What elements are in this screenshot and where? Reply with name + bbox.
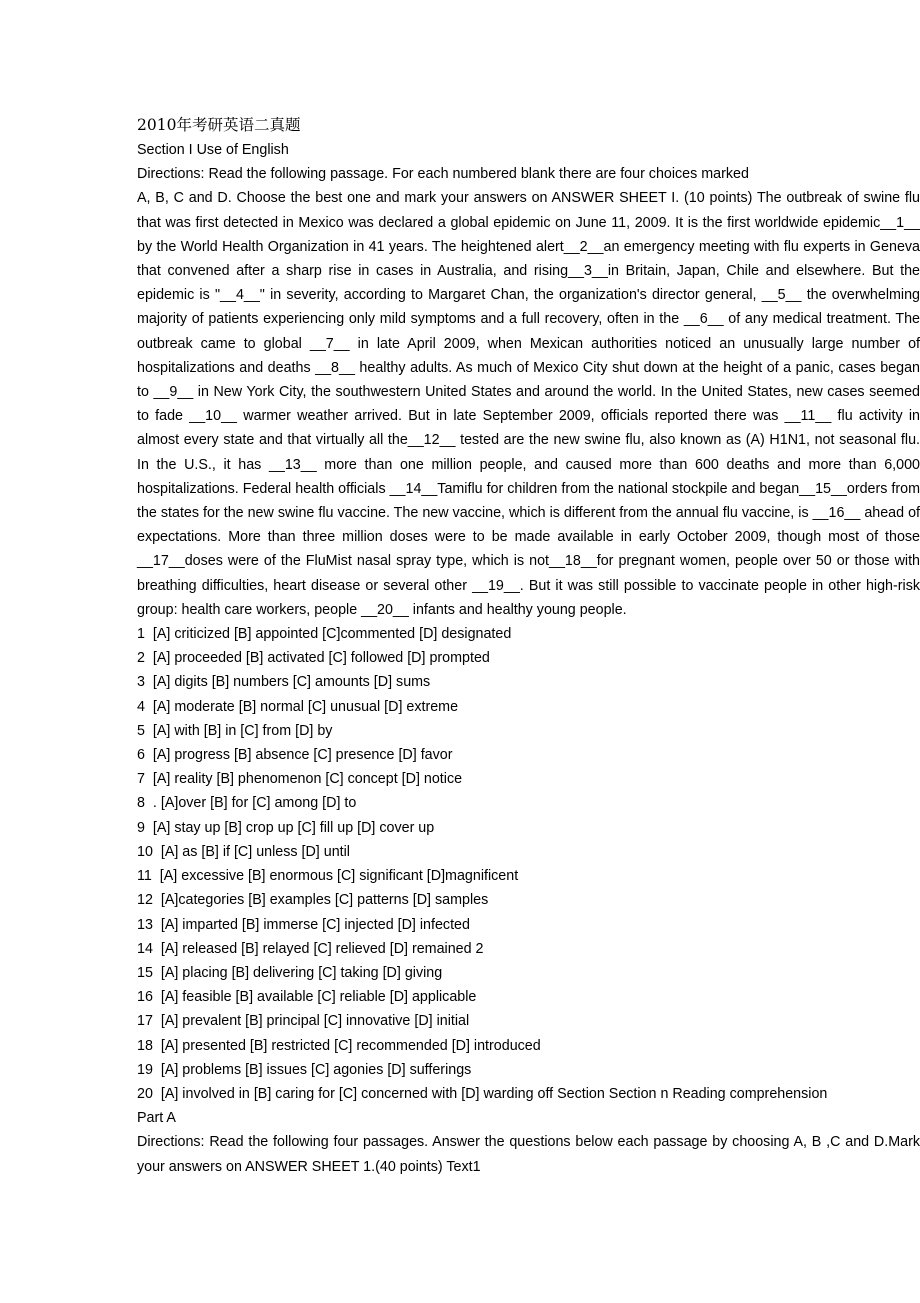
option-choices: [A] placing [B] delivering [C] taking [D] giving bbox=[160, 964, 443, 981]
directions-text: Directions: Read the following passage. For each numbered blank there are four choices marked bbox=[137, 166, 749, 183]
answer-options-list bbox=[137, 622, 920, 1106]
option-number: 16 bbox=[137, 989, 153, 1006]
answer-option-row bbox=[137, 816, 920, 840]
option-number: 3 bbox=[137, 674, 145, 691]
answer-option-row bbox=[137, 791, 920, 815]
option-choices: [A] progress [B] absence [C] presence [D] favor bbox=[152, 747, 453, 764]
option-choices: [A] prevalent [B] principal [C] innovative [D] initial bbox=[160, 1013, 470, 1030]
option-choices: . [A]over [B] for [C] among [D] to bbox=[152, 795, 357, 812]
option-choices: [A] proceeded [B] activated [C] followed [D] prompted bbox=[152, 650, 490, 667]
option-number: 5 bbox=[137, 722, 145, 739]
option-choices: [A] as [B] if [C] unless [D] until bbox=[160, 843, 350, 860]
answer-option-row bbox=[137, 767, 920, 791]
option-choices: [A] presented [B] restricted [C] recommended [D] introduced bbox=[160, 1037, 541, 1054]
option-choices: [A] imparted [B] immerse [C] injected [D] infected bbox=[160, 916, 470, 933]
answer-option-row bbox=[137, 743, 920, 767]
part-directions: Directions: Read the following four passages. Answer the questions below each passage by choosing A, B ,C and D.Mark your answers on ANSWER SHEET 1.(40 points) Text1 bbox=[137, 1134, 920, 1175]
option-choices: [A] moderate [B] normal [C] unusual [D] extreme bbox=[152, 698, 459, 715]
answer-option-row bbox=[137, 840, 920, 864]
answer-option-row bbox=[137, 937, 920, 961]
option-number: 1 bbox=[137, 626, 145, 643]
option-number: 2 bbox=[137, 650, 145, 667]
option-number: 11 bbox=[137, 868, 152, 885]
answer-option-row bbox=[137, 670, 920, 694]
option-choices: [A] reality [B] phenomenon [C] concept [D] notice bbox=[152, 771, 463, 788]
option-choices: [A] feasible [B] available [C] reliable [D] applicable bbox=[160, 989, 477, 1006]
option-choices: [A] with [B] in [C] from [D] by bbox=[152, 722, 333, 739]
option-number: 17 bbox=[137, 1013, 153, 1030]
answer-option-row bbox=[137, 913, 920, 937]
option-number: 8 bbox=[137, 795, 145, 812]
option-choices: [A] digits [B] numbers [C] amounts [D] sums bbox=[152, 674, 431, 691]
option-choices: [A] excessive [B] enormous [C] significant [D]magnificent bbox=[159, 868, 519, 885]
option-choices: [A] released [B] relayed [C] relieved [D] remained 2 bbox=[160, 940, 484, 957]
part-heading: Part A bbox=[137, 1110, 176, 1127]
answer-option-row bbox=[137, 1058, 920, 1082]
option-number: 4 bbox=[137, 698, 145, 715]
answer-option-row bbox=[137, 864, 920, 888]
option-choices: [A] criticized [B] appointed [C]commented [D] designated bbox=[152, 626, 512, 643]
option-number: 6 bbox=[137, 747, 145, 764]
cloze-passage: A, B, C and D. Choose the best one and mark your answers on ANSWER SHEET I. (10 points) The outbreak of swine flu that was first detected in Mexico was declared a global epidemic on June 11, 2009. It is the first worldwide epidemic__1__ by the World Health Organization in 41 years. The heightened alert__2__an emergency meeting with flu experts in Geneva that convened after a sharp rise in cases in Australia, and rising__3__in Britain, Japan, Chile and elsewhere. But the epidemic is "__4__" in severity, according to Margaret Chan, the organization's director general, __5__ the overwhelming majority of patients experiencing only mild symptoms and a full recovery, often in the __6__ of any medical treatment. The outbreak came to global __7__ in late April 2009, when Mexican authorities noticed an unusually large number of hospitalizations and deaths __8__ healthy adults. As much of Mexico City shut down at the height of a panic, cases began to __9__ in New York City, the southwestern United States and around the world. In the United States, new cases seemed to fade __10__ warmer weather arrived. But in late September 2009, officials reported there was __11__ flu activity in almost every state and that virtually all the__12__ tested are the new swine flu, also known as (A) H1N1, not seasonal flu. In the U.S., it has __13__ more than one million people, and caused more than 600 deaths and more than 6,000 hospitalizations. Federal health officials __14__Tamiflu for children from the national stockpile and began__15__orders from the states for the new swine flu vaccine. The new vaccine, which is different from the annual flu vaccine, is __16__ ahead of expectations. More than three million doses were to be made available in early October 2009, though most of those __17__doses were of the FluMist nasal spray type, which is not__18__for pregnant women, people over 50 or those with breathing difficulties, heart disease or several other __19__. But it was still possible to vaccinate people in other high-risk group: health care workers, people __20__ infants and healthy young people. bbox=[137, 190, 920, 618]
option-choices: [A] stay up [B] crop up [C] fill up [D] cover up bbox=[152, 819, 435, 836]
option-number: 12 bbox=[137, 892, 153, 909]
answer-option-row bbox=[137, 695, 920, 719]
section-heading: Section I Use of English bbox=[137, 142, 289, 158]
answer-option-row bbox=[137, 646, 920, 670]
option-number: 13 bbox=[137, 916, 153, 933]
document-page bbox=[137, 112, 920, 1179]
option-choices: [A] involved in [B] caring for [C] concerned with [D] warding off Section Section n Reading comprehension bbox=[160, 1085, 828, 1102]
answer-option-row bbox=[137, 1034, 920, 1058]
document-title: 2010年考研英语二真题 bbox=[137, 116, 301, 134]
option-number: 14 bbox=[137, 940, 153, 957]
answer-option-row bbox=[137, 1082, 920, 1106]
answer-option-row bbox=[137, 1009, 920, 1033]
answer-option-row bbox=[137, 985, 920, 1009]
option-number: 10 bbox=[137, 843, 153, 860]
option-number: 7 bbox=[137, 771, 145, 788]
option-number: 9 bbox=[137, 819, 145, 836]
answer-option-row bbox=[137, 622, 920, 646]
option-number: 19 bbox=[137, 1061, 153, 1078]
answer-option-row bbox=[137, 719, 920, 743]
option-number: 18 bbox=[137, 1037, 153, 1054]
option-choices: [A]categories [B] examples [C] patterns [D] samples bbox=[160, 892, 489, 909]
option-choices: [A] problems [B] issues [C] agonies [D] sufferings bbox=[160, 1061, 472, 1078]
answer-option-row bbox=[137, 888, 920, 912]
option-number: 20 bbox=[137, 1085, 153, 1102]
answer-option-row bbox=[137, 961, 920, 985]
option-number: 15 bbox=[137, 964, 153, 981]
